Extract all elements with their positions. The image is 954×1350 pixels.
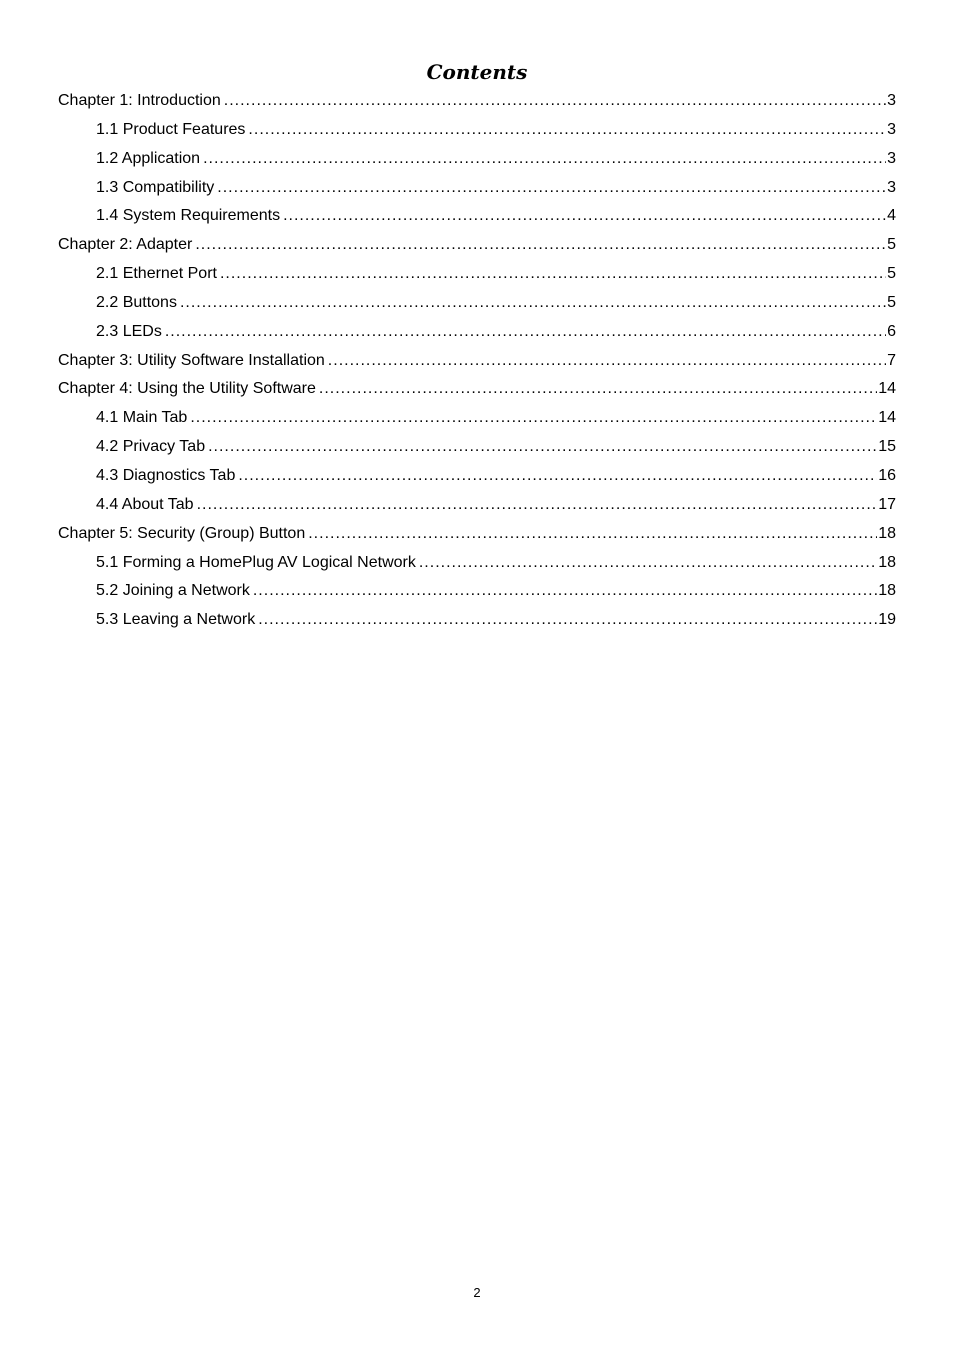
toc-entry-label: 2.3 LEDs [96,322,162,340]
toc-section-entry[interactable] [58,145,896,174]
toc-dot-leader [308,520,877,549]
toc-entry-page-number: 5 [887,236,896,254]
toc-chapter-entry[interactable] [58,375,896,404]
toc-entry-label: Chapter 1: Introduction [58,92,221,109]
toc-dot-leader [258,606,877,635]
toc-entry-label: 5.1 Forming a HomePlug AV Logical Network [96,553,416,571]
toc-entry-page-number: 18 [878,524,896,542]
toc-entry-label: 4.2 Privacy Tab [96,438,206,456]
toc-section-entry[interactable] [58,549,896,578]
toc-section-entry[interactable] [58,202,896,231]
toc-dot-leader [220,260,886,289]
toc-chapter-entry[interactable] [58,231,896,260]
toc-entry-label: 2.1 Ethernet Port [96,265,217,283]
toc-chapter-entry[interactable] [58,347,896,376]
toc-entry-label: 4.3 Diagnostics Tab [96,466,236,484]
toc-dot-leader [180,289,886,318]
toc-dot-leader [319,375,877,404]
toc-entry-label: 1.2 Application [96,149,201,167]
toc-entry-page-number: 3 [887,92,896,109]
toc-entry-page-number: 14 [878,380,896,398]
toc-dot-leader [217,174,886,203]
toc-dot-leader [419,549,877,578]
toc-section-entry[interactable] [58,116,896,145]
toc-entry-label: Chapter 4: Using the Utility Software [58,380,316,398]
toc-section-entry[interactable] [58,260,896,289]
page-title: Contents [426,60,528,84]
toc-entry-label: Chapter 5: Security (Group) Button [58,524,306,542]
toc-section-entry[interactable] [58,433,896,462]
toc-entry-page-number: 6 [887,322,896,340]
toc-section-entry[interactable] [58,491,896,520]
toc-entry-label: 5.2 Joining a Network [96,582,250,600]
toc-entry-label: 1.1 Product Features [96,120,246,138]
toc-dot-leader [253,577,877,606]
toc-dot-leader [238,462,877,491]
toc-entry-page-number: 3 [887,120,896,138]
toc-entry-page-number: 16 [878,466,896,484]
toc-dot-leader [328,347,886,376]
toc-entry-page-number: 15 [878,438,896,456]
toc-entry-page-number: 7 [887,351,896,369]
toc-section-entry[interactable] [58,606,896,635]
toc-dot-leader [248,116,886,145]
page-number: 2 [473,1285,481,1300]
toc-chapter-entry[interactable] [58,87,896,116]
toc-entry-label: 2.2 Buttons [96,293,177,311]
toc-dot-leader [195,231,886,260]
toc-dot-leader [203,145,886,174]
toc-dot-leader [224,87,886,116]
toc-dot-leader [165,318,886,347]
toc-dot-leader [208,433,877,462]
toc-section-entry[interactable] [58,289,896,318]
toc-section-entry[interactable] [58,318,896,347]
toc-entry-label: 1.4 System Requirements [96,207,281,225]
toc-dot-leader [190,404,877,433]
toc-section-entry[interactable] [58,174,896,203]
toc-dot-leader [283,202,886,231]
toc-entry-page-number: 17 [878,495,896,513]
toc-entry-page-number: 18 [878,553,896,571]
toc-dot-leader [197,491,878,520]
toc-entry-label: 4.4 About Tab [96,495,194,513]
toc-section-entry[interactable] [58,577,896,606]
toc-entry-page-number: 5 [887,293,896,311]
toc-entry-page-number: 14 [878,409,896,427]
toc-entry-label: 5.3 Leaving a Network [96,611,256,629]
toc-entry-page-number: 18 [878,582,896,600]
toc-section-entry[interactable] [58,404,896,433]
toc-entry-label: 4.1 Main Tab [96,409,188,427]
toc-entry-page-number: 19 [878,611,896,629]
toc-entry-page-number: 4 [887,207,896,225]
toc-entry-page-number: 3 [887,149,896,167]
toc-entry-page-number: 3 [887,178,896,196]
toc-chapter-entry[interactable] [58,520,896,549]
toc-entry-label: 1.3 Compatibility [96,178,215,196]
toc-entry-label: Chapter 3: Utility Software Installation [58,351,325,369]
toc-entry-label: Chapter 2: Adapter [58,236,193,254]
table-of-contents [58,87,896,635]
toc-entry-page-number: 5 [887,265,896,283]
toc-section-entry[interactable] [58,462,896,491]
